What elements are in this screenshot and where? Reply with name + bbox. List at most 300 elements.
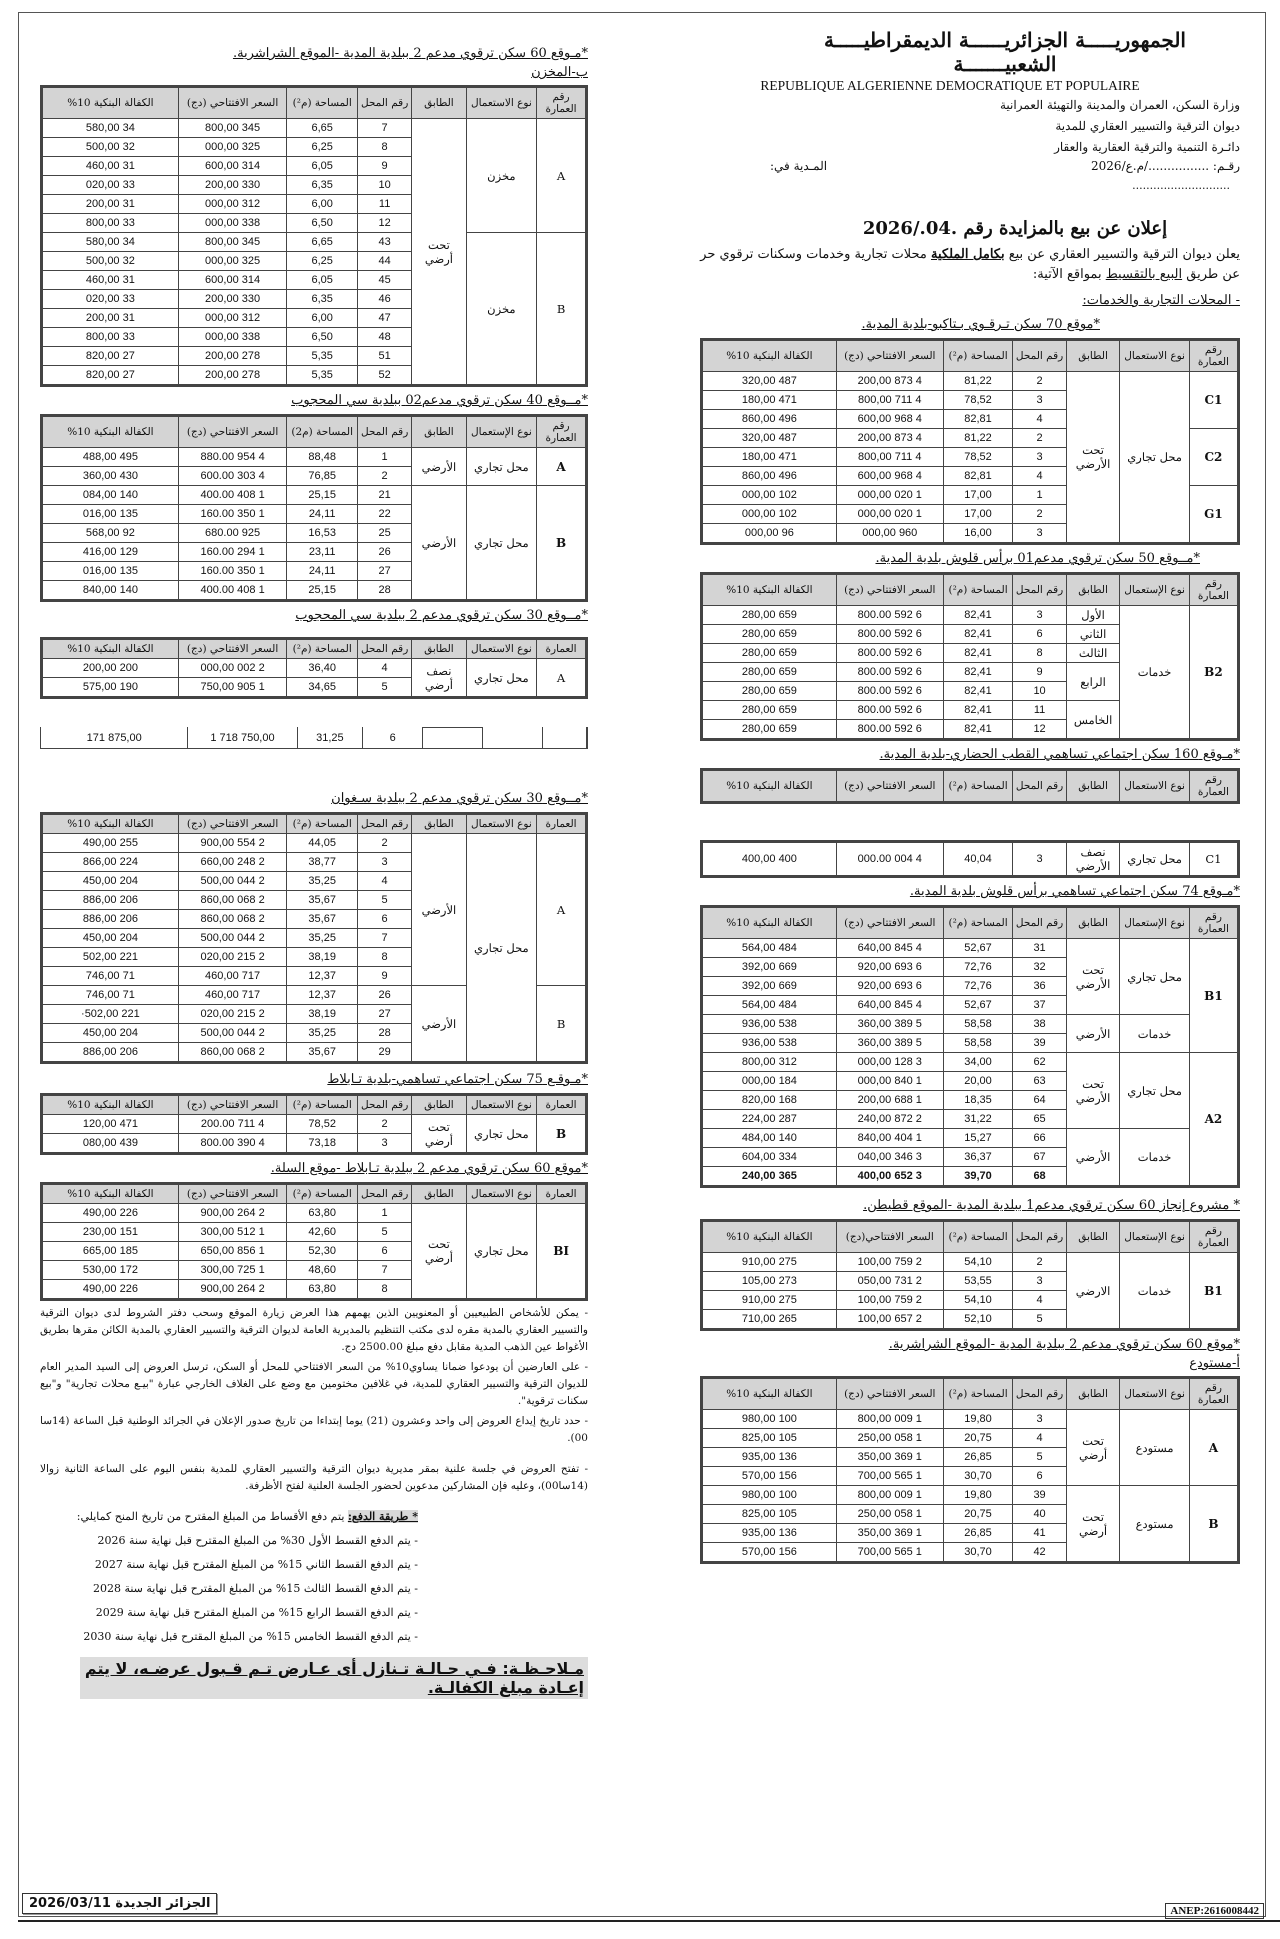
cell-unit: 38 [1013, 1015, 1067, 1034]
col-floor: الطابق [1066, 908, 1120, 939]
table-row [703, 1129, 1238, 1148]
cell-price: 4 711 200.00 [178, 1115, 287, 1134]
cell-area: 6,25 [287, 138, 358, 157]
cell-u: محل تجاري [1120, 843, 1190, 876]
cell-u: مخزن [466, 119, 537, 233]
cell-price: 2 215 020,00 [178, 948, 287, 967]
table-site-74 [700, 905, 1240, 1188]
cell-deposit: 156 570,00 [703, 1467, 837, 1486]
cell-b: C1 [1189, 843, 1237, 876]
cell-deposit: 102 000,00 [703, 505, 837, 524]
extra-building [543, 727, 587, 748]
cell-unit: 5 [357, 1223, 411, 1242]
cell-deposit: 659 280,00 [703, 663, 837, 682]
cell-price: 1 009 800,00 [836, 1486, 943, 1505]
cell-area: 19,80 [943, 1410, 1013, 1429]
cell-area: 6,65 [287, 119, 358, 138]
cell-unit: 67 [1013, 1148, 1067, 1167]
col-deposit: الكفالة البنكية 10% [703, 771, 837, 802]
col-building: العمارة [537, 1096, 586, 1115]
cell-unit: 42 [1013, 1543, 1067, 1562]
site-title: *مـوقع 60 سكن ترقوي مدعم 2 ببلدية المدية -الموقع الشراشرية. [232, 46, 588, 61]
cell-price: 1 404 840,00 [836, 1129, 943, 1148]
col-deposit: الكفالة البنكية 10% [43, 88, 179, 119]
col-price: السعر الافتتاحي (دج) [836, 1379, 943, 1410]
payment-item: - يتم الدفع القسط الأول 30% من المبلغ المقترح قبل نهاية سنة 2026 [97, 1534, 418, 1547]
cell-price: 6 592 800.00 [836, 663, 943, 682]
cell-unit: 40 [1013, 1505, 1067, 1524]
col-floor: الطابق [1066, 1379, 1120, 1410]
cell-price: 1 369 350,00 [836, 1524, 943, 1543]
data-table [42, 1184, 586, 1299]
cell-f: تحت أرضي [1066, 1410, 1120, 1486]
table-site-50 [700, 572, 1240, 741]
cell-unit: 1 [357, 1204, 411, 1223]
cell-deposit: 471 180,00 [703, 391, 837, 410]
table-header-row [703, 341, 1238, 372]
cell-price: 6 693 920,00 [836, 977, 943, 996]
col-price: السعر الافتتاحي (دج) [178, 640, 287, 659]
cell-unit: 3 [357, 1134, 411, 1153]
cell-price: 312 000,00 [178, 309, 287, 328]
cell-price: 4 711 800,00 [836, 448, 943, 467]
cell-area: 5,35 [287, 347, 358, 366]
cell-unit: 2 [357, 834, 411, 853]
col-floor: الطابق [1066, 1222, 1120, 1253]
cell-unit: 7 [357, 929, 411, 948]
announcement-intro [700, 245, 1240, 285]
table-row [43, 119, 586, 138]
cell-price: 2 759 100,00 [836, 1291, 943, 1310]
col-building: العمارة [537, 1185, 586, 1204]
note: - حدد تاريخ إيداع العروض إلى واحد وعشرون (21) يوما إبتداءا من تاريخ صدور الإعلان في الجرائد الوطنية قبل الساعة (14سا 00). [40, 1415, 588, 1444]
col-usage: نوع الاستعمال [1120, 1379, 1190, 1410]
table-row [703, 939, 1238, 958]
site-title: *مـوقع 160 سكن اجتماعي تساهمي القطب الحضاري-بلدية المدية. [879, 747, 1240, 762]
cell-unit: 2 [357, 1115, 411, 1134]
cell-area: 36,40 [287, 659, 358, 678]
cell-unit: 3 [1013, 391, 1067, 410]
cell-area: 16,53 [287, 524, 358, 543]
col-unit: رقم المحل [357, 1185, 411, 1204]
cell-price: 4 954 880.00 [178, 448, 287, 467]
cell-unit: 11 [357, 195, 411, 214]
cell-f: الأرضي [1066, 1129, 1120, 1186]
cell-price: 3 652 400,00 [836, 1167, 943, 1186]
cell-deposit: 100 980,00 [703, 1486, 837, 1505]
data-table [42, 1095, 586, 1153]
cell-price: 4 845 640,00 [836, 996, 943, 1015]
cell-deposit: 140 084,00 [43, 486, 179, 505]
cell-area: 34,65 [287, 678, 358, 697]
cell-area: 16,00 [943, 524, 1013, 543]
col-building: رقم العمارة [1189, 575, 1237, 606]
extra-unit: 6 [363, 727, 423, 748]
cell-price: 1 408 400.00 [178, 581, 287, 600]
cell-price: 5 389 360,00 [836, 1015, 943, 1034]
cell-deposit: 221 502,00· [43, 1005, 179, 1024]
cell-price: 338 000,00 [178, 214, 287, 233]
cell-area: 52,67 [943, 939, 1013, 958]
cell-price: 2 068 860,00 [178, 910, 287, 929]
office: ديوان الترقية والتسيير العقاري للمدية [1055, 119, 1240, 133]
cell-price: 314 600,00 [178, 157, 287, 176]
cell-f: تحت أرضي [1066, 1486, 1120, 1562]
cell-b: A [537, 119, 586, 233]
cell-unit: 21 [357, 486, 411, 505]
table-row [703, 1253, 1238, 1272]
cell-area: 72,76 [943, 958, 1013, 977]
cell-unit: 1 [357, 448, 411, 467]
extra-area: 31,25 [298, 727, 364, 748]
cell-area: 88,48 [287, 448, 358, 467]
republic-title-fr: REPUBLIQUE ALGERIENNE DEMOCRATIQUE ET POPULAIRE [760, 78, 1140, 93]
cell-price: 278 200,00 [178, 347, 287, 366]
cell-area: 38,19 [287, 948, 358, 967]
cell-deposit: 206 886,00 [43, 910, 179, 929]
cell-deposit: 135 016,00 [43, 505, 179, 524]
right-column [700, 28, 1240, 1568]
cell-deposit: 71 746,00 [43, 967, 179, 986]
warning-note: مـلاحـظـة: فـي حـالـة تـنازل أى عـارض تـم قـبول عرضـه، لا يتم إعـادة مبلغ الكفالـة. [80, 1657, 588, 1699]
cell-price: 4 845 640,00 [836, 939, 943, 958]
cell-unit: 63 [1013, 1072, 1067, 1091]
cell-unit: 2 [1013, 429, 1067, 448]
col-area: المساحة (م²) [943, 1379, 1013, 1410]
cell-price: 6 693 920,00 [836, 958, 943, 977]
cell-area: 40,04 [943, 843, 1013, 876]
payment-lead: * طريقة الدفع: [347, 1510, 418, 1523]
cell-unit: 48 [357, 328, 411, 347]
cell-price: 4 968 600,00 [836, 467, 943, 486]
cell-price: 3 128 000,00 [836, 1053, 943, 1072]
cell-area: 35,67 [287, 891, 358, 910]
cell-area: 58,58 [943, 1034, 1013, 1053]
cell-deposit: 312 800,00 [703, 1053, 837, 1072]
cell-deposit: 32 500,00 [43, 138, 179, 157]
cell-deposit: 172 530,00 [43, 1261, 179, 1280]
col-deposit: الكفالة البنكية 10% [43, 640, 179, 659]
col-price: السعر الافتتاحي (دج) [178, 1096, 287, 1115]
cell-price: 2 044 500,00 [178, 1024, 287, 1043]
bottom-rule [18, 1920, 1280, 1922]
left-column [40, 40, 588, 1699]
cell-unit: 28 [357, 581, 411, 600]
cell-price: 4 303 600.00 [178, 467, 287, 486]
cell-area: 24,11 [287, 562, 358, 581]
cell-price: 1 688 200,00 [836, 1091, 943, 1110]
cell-price: 325 000,00 [178, 138, 287, 157]
site-title: *مــوقع 50 سكن ترقوي مدعم01 برأس قلوش بلدية المدية. [875, 551, 1200, 566]
cell-deposit: 334 604,00 [703, 1148, 837, 1167]
cell-unit: 2 [1013, 505, 1067, 524]
data-table [42, 814, 586, 1062]
intro-ownership: بكامل الملكية [931, 247, 1005, 262]
cell-unit: 3 [1013, 448, 1067, 467]
cell-price: 325 000,00 [178, 252, 287, 271]
department: دائـرة التنمية والترقية العقارية والعقار [1054, 140, 1240, 154]
cell-deposit: 226 490,00 [43, 1204, 179, 1223]
cell-deposit: 487 320,00 [703, 429, 837, 448]
cell-area: 5,35 [287, 366, 358, 385]
cell-area: 82,81 [943, 467, 1013, 486]
cell-unit: 47 [357, 309, 411, 328]
cell-f: الرابع [1066, 663, 1120, 701]
col-unit: رقم المحل [357, 88, 411, 119]
cell-unit: 8 [357, 138, 411, 157]
cell-f: الأول [1066, 606, 1120, 625]
col-floor: الطابق [412, 815, 466, 834]
cell-price: 6 592 800.00 [836, 720, 943, 739]
cell-area: 78,52 [943, 448, 1013, 467]
cell-unit: 66 [1013, 1129, 1067, 1148]
cell-deposit: 33 020,00 [43, 290, 179, 309]
table-storage [40, 85, 588, 387]
cell-unit: 4 [1013, 1429, 1067, 1448]
col-deposit: الكفالة البنكية 10% [703, 1222, 837, 1253]
cell-deposit: 31 460,00 [43, 271, 179, 290]
cell-area: 19,80 [943, 1486, 1013, 1505]
cell-unit: 65 [1013, 1110, 1067, 1129]
data-table [42, 639, 586, 697]
cell-price: 2 657 100,00 [836, 1310, 943, 1329]
col-usage: نوع الاستعمال [466, 640, 537, 659]
cell-deposit: 224 866,00 [43, 853, 179, 872]
cell-deposit: 96 000,00 [703, 524, 837, 543]
cell-f: الثاني [1066, 625, 1120, 644]
cell-price: 6 592 800.00 [836, 682, 943, 701]
col-price: السعر الافتتاحي (دج) [836, 771, 943, 802]
col-unit: رقم المحل [1013, 908, 1067, 939]
cell-price: 717 460,00 [178, 967, 287, 986]
cell-deposit: 151 230,00 [43, 1223, 179, 1242]
cell-area: 38,77 [287, 853, 358, 872]
cell-deposit: 669 392,00 [703, 977, 837, 996]
table-row [43, 1115, 586, 1134]
cell-b: G1 [1189, 486, 1237, 543]
table-row [703, 372, 1238, 391]
table-site-30-seghouane [40, 812, 588, 1064]
intro-installment: البيع بالتقسيط [1105, 267, 1183, 282]
republic-title-ar: الجمهوريـــــة الجزائريــــــة الديمقراطيـــــة الشعبيـــــــة [823, 28, 1186, 76]
col-area: المساحة (م²) [287, 1185, 358, 1204]
cell-deposit: 190 575,00 [43, 678, 179, 697]
table-header-row [43, 417, 586, 448]
cell-area: 15,27 [943, 1129, 1013, 1148]
site-title: *مــوقع 30 سكن ترقوي مدعم 2 ببلدية سـغوان [331, 791, 588, 806]
cell-u: محل تجاري [466, 659, 537, 697]
table-header-row [703, 771, 1238, 802]
cell-price: 6 592 800.00 [836, 606, 943, 625]
cell-price: 2 002 000,00 [178, 659, 287, 678]
cell-price: 2 044 500,00 [178, 929, 287, 948]
cell-unit: 1 [1013, 486, 1067, 505]
cell-area: 12,37 [287, 986, 358, 1005]
cell-unit: 52 [357, 366, 411, 385]
col-price: السعر الافتتاحي (دج) [178, 417, 287, 448]
cell-area: 35,67 [287, 910, 358, 929]
cell-area: 6,35 [287, 290, 358, 309]
table-row [703, 1410, 1238, 1429]
cell-b: C1 [1189, 372, 1237, 429]
cell-price: 4 004 000.00 [836, 843, 943, 876]
extra-price: 1 718 750,00 [188, 727, 297, 748]
cell-u: محل تجاري [466, 486, 537, 600]
payment-intro: يتم دفع الأقساط من المبلغ المقترح من تاريخ المنح كمايلي: [76, 1510, 348, 1523]
cell-area: 24,11 [287, 505, 358, 524]
table-row [703, 1053, 1238, 1072]
cell-u: محل تجاري [466, 448, 537, 486]
site-title: *مــوقع 40 سكن ترقوي مدعم02 ببلدية سي المحجوب [291, 393, 588, 408]
cell-deposit: 34 580,00 [43, 233, 179, 252]
reference-number: رقـم: ................/م.ع/2026 [1091, 159, 1240, 173]
note: - يمكن للأشخاص الطبيعيين أو المعنويين الذين يهمهم هذا العرض زيارة الموقع وسحب دفتر الشروط لدى ديوان الترقية والتسيير العقاري بالمدية مقره لدى مكتب التنظيم بالمديرية العامة لديوان الترقية والتسيير العقاري بالمدية الكائن مقرها بطريق الأغواط عين الذهب المدية مقابل دفع مبلغ 2500.00 دج. [40, 1307, 588, 1353]
cell-f: الأرضي [412, 486, 466, 600]
cell-deposit: 200 200,00 [43, 659, 179, 678]
data-table [702, 574, 1238, 739]
cell-unit: 39 [1013, 1486, 1067, 1505]
cell-price: 1 058 250,00 [836, 1505, 943, 1524]
cell-u: خدمات [1120, 1129, 1190, 1186]
table-row [703, 1486, 1238, 1505]
cell-deposit: 430 360,00 [43, 467, 179, 486]
cell-deposit: 365 240,00 [703, 1167, 837, 1186]
cell-area: 20,75 [943, 1429, 1013, 1448]
col-unit: رقم المحل [357, 815, 411, 834]
cell-unit: 43 [357, 233, 411, 252]
cell-unit: 10 [357, 176, 411, 195]
cell-deposit: 71 746,00 [43, 986, 179, 1005]
table-site-40 [40, 414, 588, 602]
cell-deposit: 484 564,00 [703, 996, 837, 1015]
col-deposit: الكفالة البنكية 10% [43, 1096, 179, 1115]
cell-unit: 62 [1013, 1053, 1067, 1072]
site-subtitle: أ-مستودع [1189, 1356, 1240, 1371]
col-floor: الطابق [412, 88, 466, 119]
cell-unit: 11 [1013, 701, 1067, 720]
cell-u: محل تجاري [1120, 1053, 1190, 1129]
cell-price: 4 873 200,00 [836, 429, 943, 448]
cell-unit: 4 [357, 659, 411, 678]
cell-u: محل تجاري [466, 1115, 537, 1153]
note: - تفتح العروض في جلسة علنية بمقر مديرية ديوان الترقية والتسيير العقاري للمدية بنفس اليوم على الساعة الثانية زوالا (14سا00)، وعليه فإن المشاركين مدعوين لحضور الجلسة العلنية لفتح الأظرفة. [40, 1463, 588, 1492]
cell-area: 53,55 [943, 1272, 1013, 1291]
table-header-row [43, 815, 586, 834]
table-site-70 [700, 338, 1240, 545]
cell-price: 1 856 650,00 [178, 1242, 287, 1261]
cell-area: 76,85 [287, 467, 358, 486]
col-unit: رقم المحل [1013, 1379, 1067, 1410]
table-row [43, 448, 586, 467]
cell-area: 36,37 [943, 1148, 1013, 1167]
cell-price: 1 725 300,00 [178, 1261, 287, 1280]
col-floor: الطابق [1066, 575, 1120, 606]
cell-unit: 3 [1013, 1410, 1067, 1429]
cell-price: 925 680.00 [178, 524, 287, 543]
table-row [43, 1204, 586, 1223]
cell-u: محل تجاري [466, 834, 537, 1062]
table-header-row [43, 1185, 586, 1204]
cell-unit: 64 [1013, 1091, 1067, 1110]
cell-price: 1 009 800,00 [836, 1410, 943, 1429]
cell-u: محل تجاري [1120, 939, 1190, 1015]
cell-deposit: 31 200,00 [43, 195, 179, 214]
cell-unit: 3 [1013, 1272, 1067, 1291]
cell-price: 314 600,00 [178, 271, 287, 290]
data-table [42, 416, 586, 600]
col-usage: نوع الاستعمال [1120, 341, 1190, 372]
cell-unit: 2 [1013, 1253, 1067, 1272]
cell-area: 78,52 [943, 391, 1013, 410]
cell-deposit: 471 180,00 [703, 448, 837, 467]
cell-area: 6,05 [287, 271, 358, 290]
cell-price: 1 565 700,00 [836, 1467, 943, 1486]
cell-f: الأرضي [412, 834, 466, 986]
table-header-row [43, 640, 586, 659]
col-price: السعر الافتتاحي (دج) [178, 815, 287, 834]
cell-deposit: 538 936,00 [703, 1034, 837, 1053]
cell-deposit: 168 820,00 [703, 1091, 837, 1110]
cell-deposit: 204 450,00 [43, 872, 179, 891]
cell-unit: 8 [1013, 644, 1067, 663]
col-area: المساحة (م²) [943, 1222, 1013, 1253]
col-floor: الطابق [412, 640, 466, 659]
cell-deposit: 204 450,00 [43, 1024, 179, 1043]
data-table [702, 340, 1238, 543]
cell-unit: 8 [357, 948, 411, 967]
cell-area: 54,10 [943, 1291, 1013, 1310]
payment-item: - يتم الدفع القسط الثالث 15% من المبلغ المقترح قبل نهاية سنة 2028 [92, 1582, 418, 1595]
table-row [703, 843, 1238, 876]
cell-area: 6,00 [287, 195, 358, 214]
cell-b: B [537, 986, 586, 1062]
cell-deposit: 156 570,00 [703, 1543, 837, 1562]
cell-f: تحت أرضي [412, 119, 466, 385]
data-table [702, 770, 1238, 802]
col-unit: رقم المحل [357, 417, 411, 448]
cell-price: 338 000,00 [178, 328, 287, 347]
cell-unit: 28 [357, 1024, 411, 1043]
cell-area: 52,67 [943, 996, 1013, 1015]
cell-price: 2 068 860,00 [178, 1043, 287, 1062]
cell-deposit: 135 016,00 [43, 562, 179, 581]
payment-terms [40, 1505, 418, 1649]
announcement-title: إعلان عن بيع بالمزايدة رقم .04./2026 [862, 218, 1168, 239]
cell-area: 6,25 [287, 252, 358, 271]
cell-area: 82,41 [943, 701, 1013, 720]
site-title: * مشروع إنجاز 60 سكن ترقوي مدعم1 ببلدية المدية -الموقع قطيطن. [863, 1198, 1240, 1213]
cell-deposit: 33 800,00 [43, 328, 179, 347]
cell-price: 1 408 400.00 [178, 486, 287, 505]
cell-unit: 9 [1013, 663, 1067, 682]
intro-text: يعلن ديوان الترقية والتسيير العقاري عن بيع [1008, 247, 1240, 262]
cell-unit: 36 [1013, 977, 1067, 996]
cell-area: 31,22 [943, 1110, 1013, 1129]
cell-f: الأرضي [412, 448, 466, 486]
col-building: رقم العمارة [1189, 908, 1237, 939]
cell-deposit: 496 860,00 [703, 467, 837, 486]
cell-area: 6,50 [287, 328, 358, 347]
cell-area: 25,15 [287, 486, 358, 505]
cell-unit: 3 [357, 853, 411, 872]
city-date: المـدية في: [770, 159, 828, 173]
col-price: السعر الافتتاحي (دج) [178, 1185, 287, 1204]
cell-area: 6,65 [287, 233, 358, 252]
cell-price: 2 044 500,00 [178, 872, 287, 891]
cell-area: 34,00 [943, 1053, 1013, 1072]
cell-unit: 6 [357, 1242, 411, 1261]
cell-deposit: 400 400,00 [703, 843, 837, 876]
